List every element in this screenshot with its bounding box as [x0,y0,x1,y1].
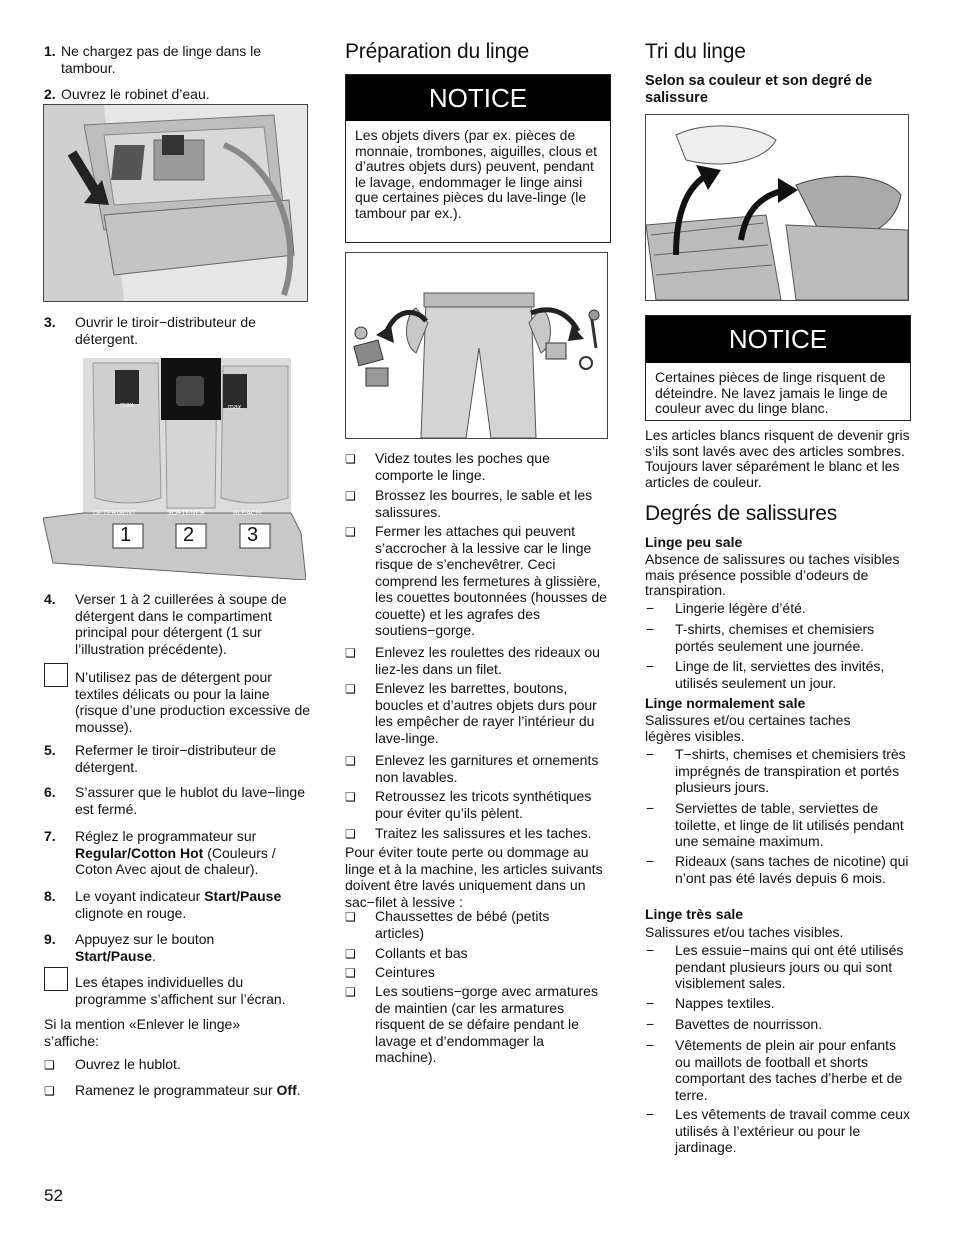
step-number: 4. [44,591,56,607]
step-number: 7. [44,828,56,844]
max-label: max [228,404,242,411]
step-text: Ouvrir le tiroir−distributeur de détergent. [75,314,256,347]
list-item: Serviettes de table, serviettes de toilette, et linge de lit utilisés pendant une semaine maximum. [675,800,904,849]
list-item: Lingerie légère d’été. [675,600,806,616]
step-text: Ouvrez le robinet d’eau. [61,86,210,102]
dash-bullet: − [646,600,655,616]
dash-bullet: − [646,1016,655,1032]
program-name: Off [276,1082,297,1098]
checkbox-icon: ❑ [44,1084,55,1098]
checkbox-icon: ❑ [345,489,356,503]
compartment-number: 1 [120,524,132,546]
step-number: 6. [44,784,56,800]
list-item [75,1082,305,1099]
list-item-part: Ramenez le programmateur sur [75,1082,277,1098]
list-item: Collants et bas [375,945,468,961]
notice-text: Certaines pièces de linge risquent de déteindre. Ne lavez jamais le linge de couleur avec du linge blanc. [655,369,888,416]
step-text-part: Appuyez sur le bouton [75,931,215,947]
list-item: T-shirts, chemises et chemisiers portés seulement une journée. [675,621,875,654]
checkbox-icon: ❑ [345,682,356,696]
list-item: Nappes textiles. [675,995,775,1011]
section-title: Tri du linge [645,40,746,63]
checkbox-icon: ❑ [345,827,356,841]
button-name: Start/Pause [75,947,153,964]
notice-box [645,315,911,421]
dash-bullet: − [646,942,655,958]
dash-bullet: − [646,800,655,816]
checkbox-icon: ❑ [345,525,356,539]
list-item: Les vêtements de travail comme ceux utilisés à l’extérieur ou pour le jardinage. [675,1106,910,1155]
notice-text: Les objets divers (par ex. pièces de monnaie, trombones, aiguilles, clous et d’autres objets durs) peuvent, pendant le lavage, endommager le linge ainsi que certaines pièces du lave-linge (le tambour par ex.). [355,127,598,221]
list-item: Les essuie−mains qui ont été utilisés pendant plusieurs jours ou qui sont visiblement sales. [675,942,904,991]
step-text-part: clignote en rouge. [75,904,187,921]
dash-bullet: − [646,746,655,762]
checkbox-icon: ❑ [345,646,356,660]
checkbox-icon: ❑ [345,966,356,980]
step-text: Ne chargez pas de linge dans le tambour. [61,43,262,76]
dash-bullet: − [646,1106,655,1122]
list-item-part: . [296,1082,301,1098]
list-item: Videz toutes les poches que comporte le linge. [375,450,550,483]
pants-pockets-illustration [345,252,608,439]
detergent-drawer-illustration [43,358,306,580]
category-description: Absence de salissures ou taches visibles mais présence possible d’odeurs de transpiration. [645,551,900,598]
list-item: Enlevez les barrettes, boutons, boucles et d’autres objets durs pour les empêcher de rayer l’intérieur du lave-linge. [375,680,597,746]
category-heading: Linge peu sale [645,534,743,550]
list-item: Retroussez les tricots synthétiques pour éviter qu’ils pèlent. [375,788,592,821]
list-item: Fermer les attaches qui peuvent s’accrocher à la lessive car le linge risque de s’enchevêtrer. Ceci comprend les fermetures à glissière, les couettes boutonnées (housses de couette) et les agrafes des soutiens−gorge. [375,523,607,638]
category-heading: Linge normalement sale [645,695,806,711]
notice-box [345,74,611,243]
step-number: 3. [44,314,56,330]
checkbox-icon: ❑ [345,790,356,804]
step-text [75,931,305,964]
step-text: S’assurer que le hublot du lave−linge est fermé. [75,784,305,817]
step-text-part: Le voyant indicateur [75,888,205,904]
list-item: Rideaux (sans taches de nicotine) qui n’ont pas été lavés depuis 6 mois. [675,853,909,886]
compartment-number: 2 [183,524,195,546]
checkbox-icon: ❑ [44,1058,55,1072]
list-item: Chaussettes de bébé (petits articles) [375,908,550,941]
dash-bullet: − [646,621,655,637]
checkbox-icon: ❑ [345,947,356,961]
compartment-number: 3 [247,524,259,546]
laundry-baskets-illustration [645,114,909,301]
step-text: Verser 1 à 2 cuillerées à soupe de détergent dans le compartiment principal pour détergent (1 sur l’illustration précédente). [75,591,287,657]
step-text [75,828,305,878]
section-title: Préparation du linge [345,40,529,63]
list-item: Ceintures [375,964,435,980]
list-item: Vêtements de plein air pour enfants ou maillots de football et shorts comportant des taches d’herbe et de terre. [675,1037,903,1103]
remove-intro: Si la mention «Enlever le linge» s’affiche: [44,1016,241,1049]
checkbox-icon: ❑ [345,452,356,466]
list-item: Enlevez les roulettes des rideaux ou liez-les dans un filet. [375,644,600,677]
note-icon [44,967,68,991]
notice-heading: NOTICE [646,316,910,363]
max-label: max [120,402,134,409]
note-text: N’utilisez pas de détergent pour textiles délicats ou pour la laine (risque d’une production excessive de mousse). [75,669,311,735]
notice-heading: NOTICE [346,75,610,121]
step-text [75,888,305,921]
checkbox-icon: ❑ [345,910,356,924]
step-number: 2. [44,86,56,102]
checkbox-icon: ❑ [345,985,356,999]
category-heading: Linge très sale [645,906,744,922]
drawer-label: SOFTENER [167,510,206,517]
category-description: Salissures et/ou certaines taches légères visibles. [645,712,851,744]
step-number: 9. [44,931,56,947]
dash-bullet: − [646,1037,655,1053]
dash-bullet: − [646,995,655,1011]
list-item: Brossez les bourres, le sable et les salissures. [375,487,593,520]
step-number: 1. [44,43,56,59]
section-title: Degrés de salissures [645,502,838,525]
dash-bullet: − [646,658,655,674]
drawer-label: DETERGENT [93,510,137,517]
note-icon [44,663,68,687]
step-number: 8. [44,888,56,904]
step-text-part: . [152,947,156,964]
list-item: Enlevez les garnitures et ornements non lavables. [375,752,599,785]
program-name: Regular/Cotton Hot [75,844,204,861]
step-text: Refermer le tiroir−distributeur de détergent. [75,742,277,775]
dash-bullet: − [646,853,655,869]
page-number: 52 [44,1186,63,1205]
list-item: Traitez les salissures et les taches. [375,825,592,841]
note-text: Les étapes individuelles du programme s’affichent sur l’écran. [75,974,286,1007]
category-description: Salissures et/ou taches visibles. [645,924,844,940]
paragraph: Pour éviter toute perte ou dommage au linge et à la machine, les articles suivants doivent être lavés uniquement dans un sac−filet à lessive : [345,844,603,910]
list-item: T−shirts, chemises et chemisiers très imprégnés de transpiration et portés plusieurs jours. [675,746,906,795]
washer-drawer-illustration [43,104,308,302]
list-item: Ouvrez le hublot. [75,1056,181,1072]
step-text-part: (Couleurs / Coton Avec ajout de chaleur). [75,844,276,877]
list-item: Les soutiens−gorge avec armatures de maintien (car les armatures risquent de se défaire pendant le lavage et d’endommager la machine). [375,983,598,1065]
drawer-label: BLEACH [233,510,262,517]
section-subtitle: Selon sa couleur et son degré de salissure [645,73,873,106]
step-text-part: Réglez le programmateur sur [75,828,257,844]
list-item: Bavettes de nourrisson. [675,1016,823,1032]
checkbox-icon: ❑ [345,754,356,768]
button-name: Start/Pause [204,888,282,904]
list-item: Linge de lit, serviettes des invités, utilisés seulement un jour. [675,658,885,691]
step-number: 5. [44,742,56,758]
paragraph: Les articles blancs risquent de devenir gris s’ils sont lavés avec des articles sombres. Toujours laver séparément le blanc et les articles de couleur. [645,427,910,490]
